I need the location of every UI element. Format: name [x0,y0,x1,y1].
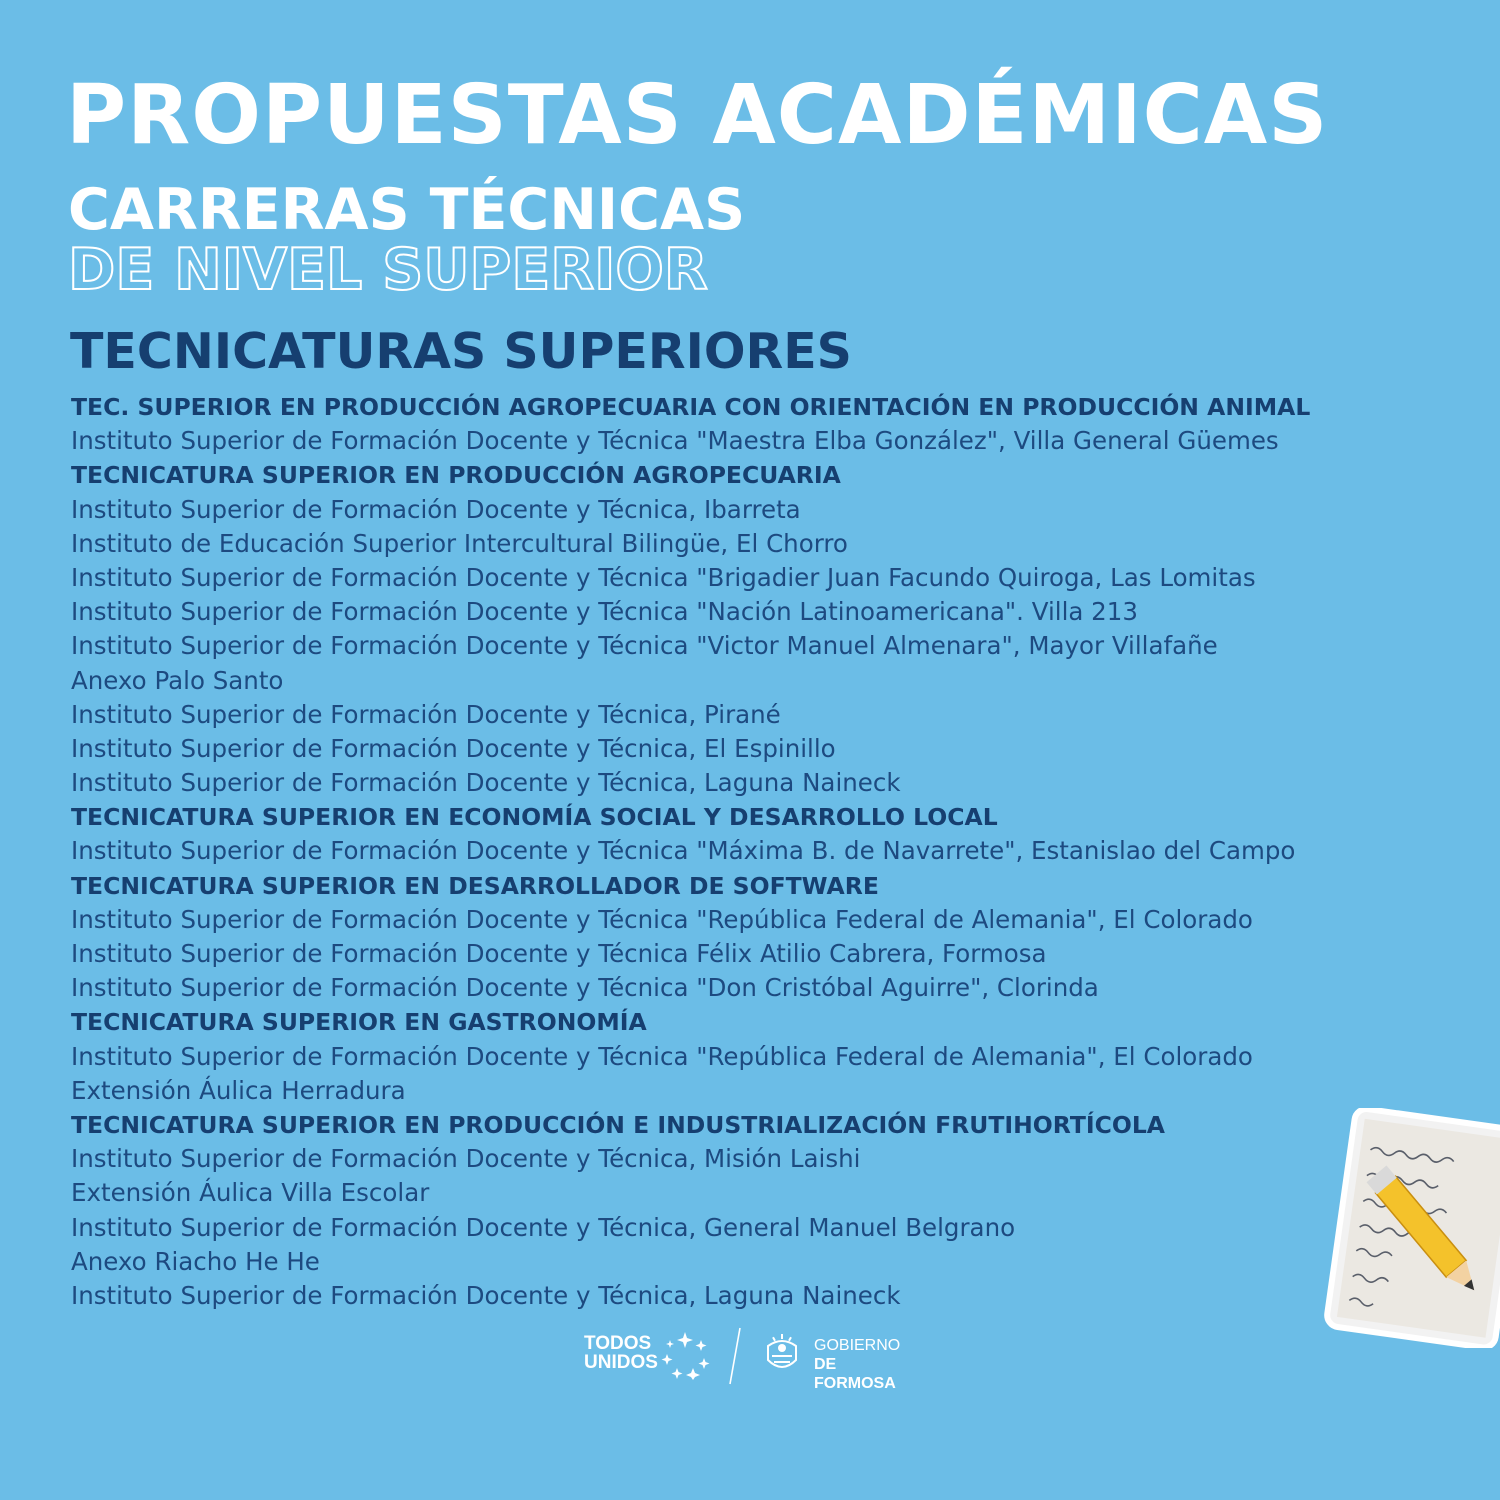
institute-item: Instituto Superior de Formación Docente y Técnica "Máxima B. de Navarrete", Estanislao del Campo [71,836,1296,866]
subtitle-careers: CARRERAS TÉCNICAS [68,177,746,243]
gov-line-2: DE FORMOSA [814,1356,896,1392]
career-heading: TECNICATURA SUPERIOR EN DESARROLLADOR DE SOFTWARE [71,871,879,900]
logo-divider [728,1326,742,1386]
institute-item: Instituto Superior de Formación Docente y Técnica, Pirané [71,699,781,729]
career-list [71,390,1361,1313]
institute-item: Instituto Superior de Formación Docente y Técnica "Victor Manuel Almenara", Mayor Villafañe [71,631,1218,661]
institute-item: Instituto Superior de Formación Docente y Técnica "Nación Latinoamericana". Villa 213 [71,597,1138,627]
institute-item: Instituto Superior de Formación Docente y Técnica "Maestra Elba González", Villa General Güemes [71,426,1279,456]
institute-item: Anexo Palo Santo [71,665,284,695]
province-emblem-icon [762,1332,802,1376]
section-title: TECNICATURAS SUPERIORES [70,323,852,380]
institute-item: Instituto Superior de Formación Docente y Técnica, El Espinillo [71,733,836,763]
institute-item: Instituto Superior de Formación Docente y Técnica, Laguna Naineck [71,1280,901,1310]
career-heading: TECNICATURA SUPERIOR EN PRODUCCIÓN AGROPECUARIA [71,461,841,490]
institute-item: Instituto de Educación Superior Intercultural Bilingüe, El Chorro [71,528,848,558]
career-heading: TEC. SUPERIOR EN PRODUCCIÓN AGROPECUARIA CON ORIENTACIÓN EN PRODUCCIÓN ANIMAL [71,393,1311,421]
career-heading: TECNICATURA SUPERIOR EN ECONOMÍA SOCIAL Y DESARROLLO LOCAL [71,803,998,832]
institute-item: Instituto Superior de Formación Docente y Técnica, Ibarreta [71,494,801,524]
brand-line-2: UNIDOS [584,1352,658,1373]
institute-item: Extensión Áulica Herradura [71,1075,406,1105]
subtitle-level: DE NIVEL SUPERIOR [68,237,708,303]
institute-item: Instituto Superior de Formación Docente y Técnica Félix Atilio Cabrera, Formosa [71,939,1047,968]
institute-item: Instituto Superior de Formación Docente y Técnica "Don Cristóbal Aguirre", Clorinda [71,973,1099,1003]
career-heading: TECNICATURA SUPERIOR EN PRODUCCIÓN E INDUSTRIALIZACIÓN FRUTIHORTÍCOLA [71,1110,1165,1139]
institute-item: Instituto Superior de Formación Docente y Técnica "República Federal de Alemania", El Colorado [71,1041,1253,1071]
brand-line-1: TODOS [584,1333,652,1354]
institute-item: Anexo Riacho He He [71,1246,320,1276]
institute-item: Extensión Áulica Villa Escolar [71,1178,430,1208]
todos-unidos-logo [584,1334,658,1372]
career-heading: TECNICATURA SUPERIOR EN GASTRONOMÍA [71,1008,647,1037]
footer-logos [582,1326,922,1392]
page-title: PROPUESTAS ACADÉMICAS [66,68,1329,163]
institute-item: Instituto Superior de Formación Docente y Técnica, General Manuel Belgrano [71,1212,1016,1242]
notepad-pencil-icon [1318,1108,1500,1348]
institute-item: Instituto Superior de Formación Docente y Técnica, Laguna Naineck [71,768,901,798]
institute-item: Instituto Superior de Formación Docente y Técnica "Brigadier Juan Facundo Quiroga, Las Lomitas [71,562,1256,592]
institute-item: Instituto Superior de Formación Docente y Técnica "República Federal de Alemania", El Colorado [71,904,1253,934]
institute-item: Instituto Superior de Formación Docente y Técnica, Misión Laishi [71,1144,861,1174]
gov-line-1: GOBIERNO [814,1337,901,1354]
gobierno-formosa-logo [814,1336,922,1393]
stars-ring-icon [660,1330,710,1380]
